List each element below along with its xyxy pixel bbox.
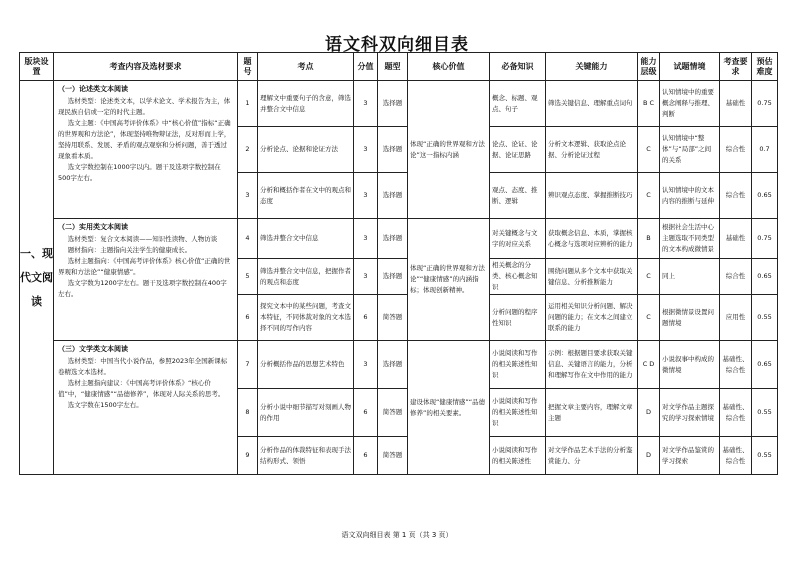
estimated-difficulty: 0.75: [752, 219, 778, 259]
ability-level: B C: [638, 81, 660, 127]
header-module: 版块设置: [20, 53, 54, 81]
score-value: 3: [354, 259, 378, 295]
exam-requirement: 综合性: [720, 173, 752, 219]
section-line: 选文字数在1500字左右。: [67, 401, 143, 409]
required-knowledge: 论点、论证、论据、论证思路: [490, 127, 546, 173]
exam-requirement: 基础性: [720, 81, 752, 127]
exam-requirement: 综合性: [720, 259, 752, 295]
section-line: 选材类型：中国当代小说作品，参照2023年全国新课标卷精选文本选材。: [58, 357, 228, 376]
section-line: 选材主题指向建议：《中国高考评价体系》“核心价值”中，“健康情感”“品德修养”，体现对人际关系的思考。: [58, 379, 225, 398]
exam-point: 分析概括作品的思想艺术特色: [258, 341, 354, 389]
test-situation: 根据微情景设置问题情境: [660, 295, 720, 341]
header-qtype: 题型: [378, 53, 408, 81]
question-type: 简答题: [378, 389, 408, 437]
test-situation: 对文学作品主题探究的学习探索情境: [660, 389, 720, 437]
section-requirements: [54, 81, 238, 219]
exam-requirement: 综合性: [720, 127, 752, 173]
score-value: 3: [354, 219, 378, 259]
section-heading: （二）实用类文本阅读: [58, 223, 128, 231]
test-situation: 对文学作品鉴赏的学习探索: [660, 437, 720, 475]
required-knowledge: 概念、标题、观点、句子: [490, 81, 546, 127]
ability-level: D: [638, 437, 660, 475]
spec-table: [19, 52, 778, 475]
header-qnum: 题号: [238, 53, 258, 81]
question-type: 简答题: [378, 437, 408, 475]
ability-level: C: [638, 295, 660, 341]
required-knowledge: 观点、态度、推断、逻辑: [490, 173, 546, 219]
estimated-difficulty: 0.7: [752, 127, 778, 173]
header-value: 核心价值: [408, 53, 490, 81]
required-knowledge: 小说阅读和写作的相关陈述性知识: [490, 341, 546, 389]
required-knowledge: 对关键概念与文字的对应关系: [490, 219, 546, 259]
score-value: 3: [354, 81, 378, 127]
key-ability: 把握文章主要内容，理解文章主题: [546, 389, 638, 437]
question-type: 选择题: [378, 127, 408, 173]
question-type: 选择题: [378, 259, 408, 295]
test-situation: 认知情境中的重要概念阐释与推理、判断: [660, 81, 720, 127]
required-knowledge: 分析问题的程序性知识: [490, 295, 546, 341]
score-value: 6: [354, 295, 378, 341]
page-footer: 语文双向细目表 第 1 页（共 3 页）: [341, 531, 453, 539]
question-number: 6: [238, 295, 258, 341]
test-situation: 认知情境中的文本内容的推断与延伸: [660, 173, 720, 219]
question-type: 选择题: [378, 219, 408, 259]
exam-point: 探究文本中的某些问题，考查文本特征，不同体裁对象的文本选择不同的写作内容: [258, 295, 354, 341]
core-value: 建设体现“健康情感”“品德修养”的相关要素。: [408, 341, 490, 475]
question-type: 选择题: [378, 81, 408, 127]
estimated-difficulty: 0.65: [752, 259, 778, 295]
section-heading: （一）论述类文本阅读: [58, 85, 128, 93]
exam-requirement: 基础性、综合性: [720, 437, 752, 475]
exam-point: 理解文中重要句子的含意，筛选并整合文中信息: [258, 81, 354, 127]
module-label: 一、现代文阅读: [20, 81, 54, 475]
section-line: 选材类型：复合文本阅读——知识性读物、人物访谈: [67, 235, 218, 243]
exam-requirement: 应用性: [720, 295, 752, 341]
key-ability: 辨识观点态度、掌握推断技巧: [546, 173, 638, 219]
table-row: [20, 219, 778, 259]
estimated-difficulty: 0.65: [752, 173, 778, 219]
header-knowledge: 必备知识: [490, 53, 546, 81]
estimated-difficulty: 0.55: [752, 295, 778, 341]
header-point: 考点: [258, 53, 354, 81]
question-number: 9: [238, 437, 258, 475]
header-level: 能力层级: [638, 53, 660, 81]
question-number: 7: [238, 341, 258, 389]
header-ability: 关键能力: [546, 53, 638, 81]
question-number: 2: [238, 127, 258, 173]
test-situation: 小说叙事中构成的微情境: [660, 341, 720, 389]
score-value: 6: [354, 389, 378, 437]
question-number: 3: [238, 173, 258, 219]
header-difficulty: 预估难度: [752, 53, 778, 81]
estimated-difficulty: 0.55: [752, 437, 778, 475]
estimated-difficulty: 0.75: [752, 81, 778, 127]
exam-point: 筛选并整合文中信息: [258, 219, 354, 259]
question-type: 选择题: [378, 341, 408, 389]
header-row: [20, 53, 778, 81]
required-knowledge: 相关概念的分类、核心概念知识: [490, 259, 546, 295]
score-value: 6: [354, 437, 378, 475]
key-ability: 运用相关知识分析问题、解决问题的能力；在文本之间建立联系的能力: [546, 295, 638, 341]
section-requirements: [54, 341, 238, 475]
score-value: 3: [354, 127, 378, 173]
test-situation: 同上: [660, 259, 720, 295]
section-line: 选文字数为1200字左右。题干及选项字数控制在400字左右。: [58, 279, 227, 298]
key-ability: 围绕问题从多个文本中获取关键信息、分析推断能力: [546, 259, 638, 295]
exam-point: 分析作品的体裁特征和表现手法结构形式、领悟: [258, 437, 354, 475]
key-ability: 筛选关键信息、理解重点词句: [546, 81, 638, 127]
section-line: 题材指向：主题指向关注学生的健康成长。: [67, 246, 192, 254]
question-number: 8: [238, 389, 258, 437]
header-requirements: 考查内容及选材要求: [54, 53, 238, 81]
section-heading: （三）文学类文本阅读: [58, 345, 128, 353]
section-requirements: [54, 219, 238, 341]
estimated-difficulty: 0.65: [752, 341, 778, 389]
header-examreq: 考查要求: [720, 53, 752, 81]
key-ability: 对文学作品艺术手法的分析鉴赏能力、分: [546, 437, 638, 475]
core-value: 体现“正确的世界观和方法论”“健康情感”的内涵指标；体现创新精神。: [408, 219, 490, 341]
key-ability: 获取概念信息、本质，掌握核心概念与选项对应辨析的能力: [546, 219, 638, 259]
exam-requirement: 基础性: [720, 219, 752, 259]
test-situation: 认知情境中“整体”与“局部”之间的关系: [660, 127, 720, 173]
exam-requirement: 基础性、综合性: [720, 389, 752, 437]
exam-point: 分析和概括作者在文中的观点和态度: [258, 173, 354, 219]
ability-level: C: [638, 173, 660, 219]
exam-point: 分析小说中细节描写对刻画人物的作用: [258, 389, 354, 437]
exam-point: 筛选并整合文中信息，把握作者的观点和态度: [258, 259, 354, 295]
ability-level: C: [638, 259, 660, 295]
header-situation: 试题情境: [660, 53, 720, 81]
key-ability: 分析文本逻辑、获取论点论据、分析论证过程: [546, 127, 638, 173]
section-line: 选材类型：论述类文本，以学术论文、学术报告为主，体现民族自信或一定的时代主题。: [58, 97, 231, 116]
required-knowledge: 小说阅读和写作的相关陈述性: [490, 437, 546, 475]
exam-requirement: 基础性、综合性: [720, 341, 752, 389]
test-situation: 根据社会生活中心主题选取不同类型的文本构成微情景: [660, 219, 720, 259]
score-value: 3: [354, 173, 378, 219]
question-number: 4: [238, 219, 258, 259]
score-value: 3: [354, 341, 378, 389]
section-line: 选文主题：《中国高考评价体系》中“核心价值”指标“正确的世界观和方法论”，体现坚持唯物辩证法，反对形而上学，坚持用联系、发展、矛盾的观点观察和分析问题，善于透过现象看本质。: [58, 119, 231, 160]
page-title: 语文科双向细目表: [325, 35, 469, 55]
ability-level: B: [638, 219, 660, 259]
question-type: 简答题: [378, 295, 408, 341]
required-knowledge: 小说阅读和写作的相关陈述性知识: [490, 389, 546, 437]
ability-level: D: [638, 389, 660, 437]
ability-level: C: [638, 127, 660, 173]
section-line: 选文字数控制在1000字以内。题干及选项字数控制在500字左右。: [58, 163, 221, 182]
exam-point: 分析论点、论据和论证方法: [258, 127, 354, 173]
table-row: [20, 81, 778, 127]
estimated-difficulty: 0.55: [752, 389, 778, 437]
core-value: 体现“正确的世界观和方法论”这一指标内涵: [408, 81, 490, 219]
question-number: 1: [238, 81, 258, 127]
header-score: 分值: [354, 53, 378, 81]
key-ability: 示例：根据题目要求获取关键信息、关键语言的能力，分析和理解写作在文中作用的能力: [546, 341, 638, 389]
table-row: [20, 341, 778, 389]
question-number: 5: [238, 259, 258, 295]
section-line: 选材主题指向：《中国高考评价体系》核心价值“正确的世界观和方法论”“健康情感”。: [58, 257, 231, 276]
question-type: 选择题: [378, 173, 408, 219]
ability-level: C D: [638, 341, 660, 389]
